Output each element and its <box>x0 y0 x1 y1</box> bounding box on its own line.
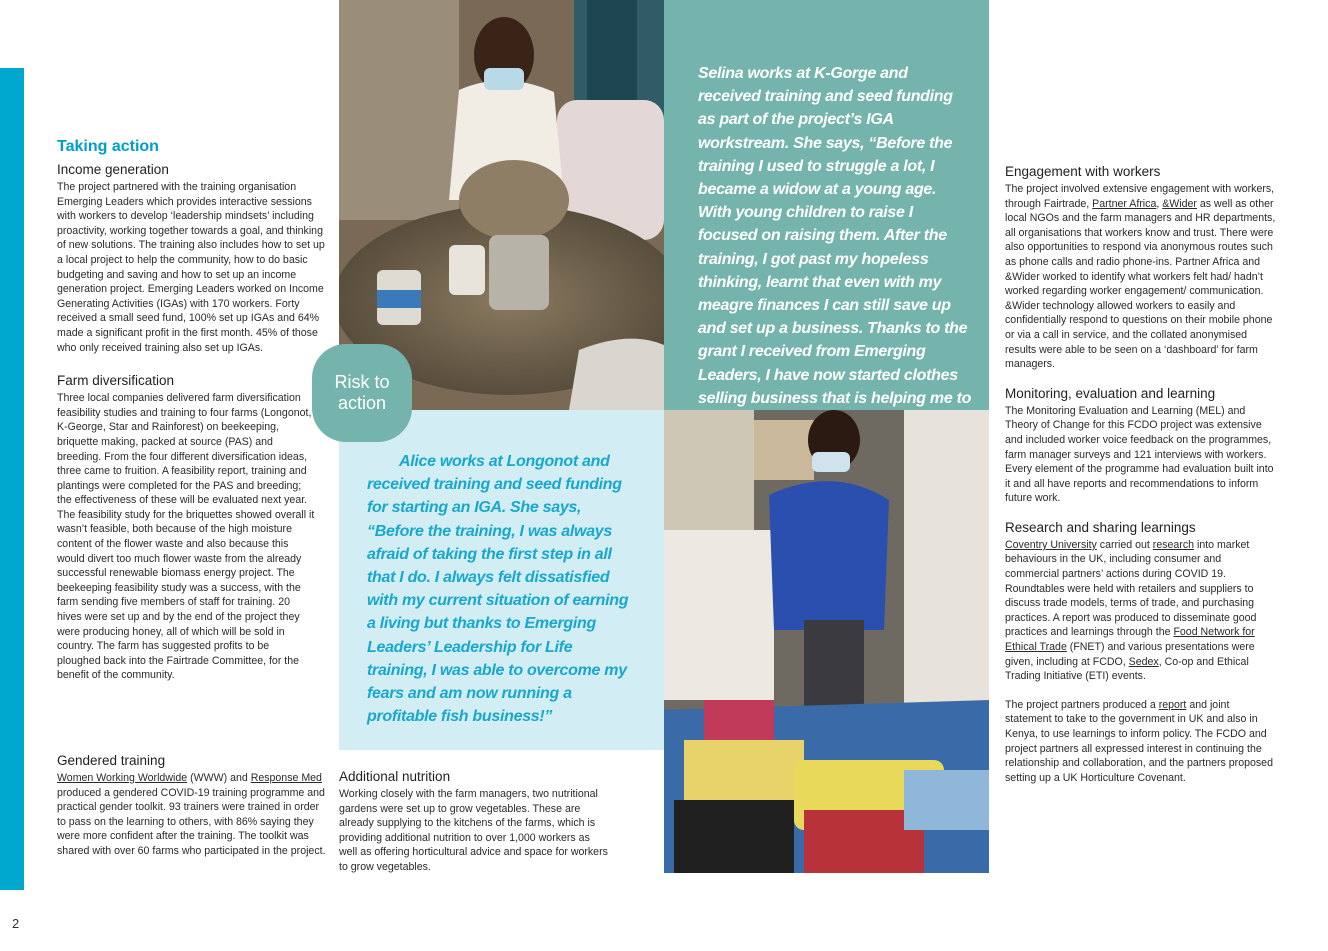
engagement-title: Engagement with workers <box>1005 164 1161 179</box>
research-text-2: into market behaviours in the UK, including consumer and commercial partners’ actions during COVID 19. Roundtables were held with retailers and suppliers to discuss trade models, terms of trade, and purchasing practices. A report was produced to disseminate good practices and learnings through the <box>1005 538 1257 639</box>
partners-body <box>1005 698 1277 786</box>
income-generation-body: The project partnered with the training organisation Emerging Leaders which provides interactive sessions with workers to develop ‘leadership mindsets’ including proactivity, working together towards a goal, and thinking of new solutions. The training also includes how to set up a local project to help the community, how to do basic budgeting and saving and how to set up an income generation project. Emerging Leaders worked on Income Generating Activities (IGAs) with 170 workers. Forty received a small seed fund, 100% set up IGAs and 64% made a significant profit in the first month. 45% of those who only received training also set up IGAs. <box>57 181 325 354</box>
photo-selina-clothes <box>664 410 989 873</box>
quote-alice-first-line: Alice works at Longonot and <box>399 453 610 470</box>
monitoring-body: The Monitoring Evaluation and Learning (MEL) and Theory of Change for this FCDO project was extensive and included worker voice feedback on the programmes, farm manager surveys and 121 interviews with workers. Every element of the programme had evaluation built into it and all have reports and recommendations to inform future work. <box>1005 404 1274 505</box>
research-title: Research and sharing learnings <box>1005 519 1196 535</box>
quote-box-alice <box>339 410 664 750</box>
additional-nutrition-section <box>339 769 611 875</box>
quote-alice-rest: received training and seed funding for starting an IGA. She says, “Before the training, I was always afraid of taking the first step in all that I do. I always felt dissatisfied with my current situation of earning a living but thanks to Emerging Leaders’ Leadership for Life training, I was able to overcome my fears and am now running a profitable fish business!” <box>367 476 629 726</box>
income-generation-title: Income generation <box>57 162 169 177</box>
engagement-text-3: as well as other local NGOs and the farm managers and HR departments, all organisations that workers know and trust. There were also opportunities to respond via anonymous routes such as phone calls and radio phone-ins. Partner Africa and &Wider worked to identify what workers felt had/ hadn’t worked regarding worker engagement/ communication. &Wider technology allowed workers to easily and confidentially respond to questions on their mobile phone or via a call in service, and the collated anonymised results were able to be seen on a ‘dashboard’ for farm managers. <box>1005 197 1276 371</box>
left-column <box>57 138 329 683</box>
engagement-body <box>1005 182 1277 372</box>
engagement-text-1: The project involved extensive engagement with workers, through Fairtrade, <box>1005 183 1275 210</box>
right-column <box>1005 164 1277 785</box>
research-link[interactable]: research <box>1152 538 1195 551</box>
additional-nutrition-body: Working closely with the farm managers, two nutritional gardens were set up to grow vegetables. These are already supplying to the kitchens of the farms, which is providing additional nutrition to over 1,000 workers as well as offering horticultural advice and space for workers to grow vegetables. <box>339 788 608 873</box>
wider-link[interactable]: &Wider <box>1162 197 1197 210</box>
www-link[interactable]: Women Working Worldwide <box>57 772 188 784</box>
side-accent-bar <box>0 68 24 890</box>
section-heading: Taking action <box>57 138 159 155</box>
risk-badge-label: Risk to action <box>334 372 390 413</box>
quote-box-selina <box>664 0 989 410</box>
partner-africa-link[interactable]: Partner Africa <box>1092 197 1157 210</box>
gendered-training-section <box>57 753 329 859</box>
fnet-link[interactable]: Food Network for Ethical Trade <box>1005 626 1255 654</box>
engagement-text-2: , <box>1156 197 1163 210</box>
gendered-training-body <box>57 771 329 859</box>
quote-alice-text <box>367 450 629 728</box>
photo-selina-illustration <box>664 410 989 873</box>
gendered-text-1: (WWW) and <box>187 772 251 784</box>
research-text-1: carried out <box>1096 538 1153 551</box>
response-med-link[interactable]: Response Med <box>250 772 322 784</box>
gendered-training-title: Gendered training <box>57 753 166 768</box>
coventry-university-link[interactable]: Coventry University <box>1005 538 1097 551</box>
partners-text-2: and joint statement to take to the government in UK and also in Kenya, to use learnings to inform policy. The FCDO and project partners all expressed interest in continuing the relationship and collaboration, and the partners proposed setting up a UK Horticulture Covenant. <box>1005 698 1273 784</box>
page-number: 2 <box>12 916 20 931</box>
report-link[interactable]: report <box>1158 698 1187 711</box>
sedex-link[interactable]: Sedex <box>1128 655 1159 668</box>
farm-diversification-title: Farm diversification <box>57 373 175 389</box>
monitoring-title: Monitoring, evaluation and learning <box>1005 385 1216 401</box>
risk-to-action-badge <box>312 344 412 442</box>
research-body <box>1005 538 1277 684</box>
quote-selina-text: Selina works at K-Gorge and received training and seed funding as part of the project’s IGA workstream. She says, “Before the training I used to struggle a lot, I became a widow at a young age. With young children to raise I focused on raising them. After the training, I got past my hopeless thinking, learnt that even with my meagre finances I can still save up and set up a business. Thanks to the grant I received from Emerging Leaders, I have now started clothes selling business that is helping me to <box>698 65 972 407</box>
research-text-4: , Co-op and Ethical Trading Initiative (ETI) events. <box>1005 655 1249 683</box>
farm-diversification-body: Three local companies delivered farm diversification feasibility studies and training to four farms (Longonot, K-George, Star and Rainforest) on beekeeping, briquette making, packed at source (PAS) and breeding. From the four different diversification ideas, three came to fruition. A feasibility report, training and plantings were completed for the PAS and breeding; the effectiveness of these will be evaluated next year. The feasibility study for the briquettes showed overall it wasn’t feasible, both because of the high moisture content of the flower waste and also because this would divert too much flower waste from the already successful renewable biomass energy project. The beekeeping feasibility study was a success, with the farm sending five members of staff for training. 20 hives were set up and by the end of the project they were producing honey, all of which will be sold in country. The farm has suggested profits to be ploughed back into the Fairtrade Committee, for the benefit of the community. <box>57 392 315 682</box>
additional-nutrition-title: Additional nutrition <box>339 769 451 784</box>
gendered-text-2: produced a gendered COVID-19 training programme and practical gender toolkit. 93 trainers were trained in order to pass on the learning to others, with 86% saying they were more confident after the training. The toolkit was shared with over 60 farms who participated in the project. <box>57 786 326 857</box>
partners-text-1: The project partners produced a <box>1005 698 1159 711</box>
research-text-3: (FNET) and various presentations were given, including at FCDO, <box>1005 641 1255 668</box>
